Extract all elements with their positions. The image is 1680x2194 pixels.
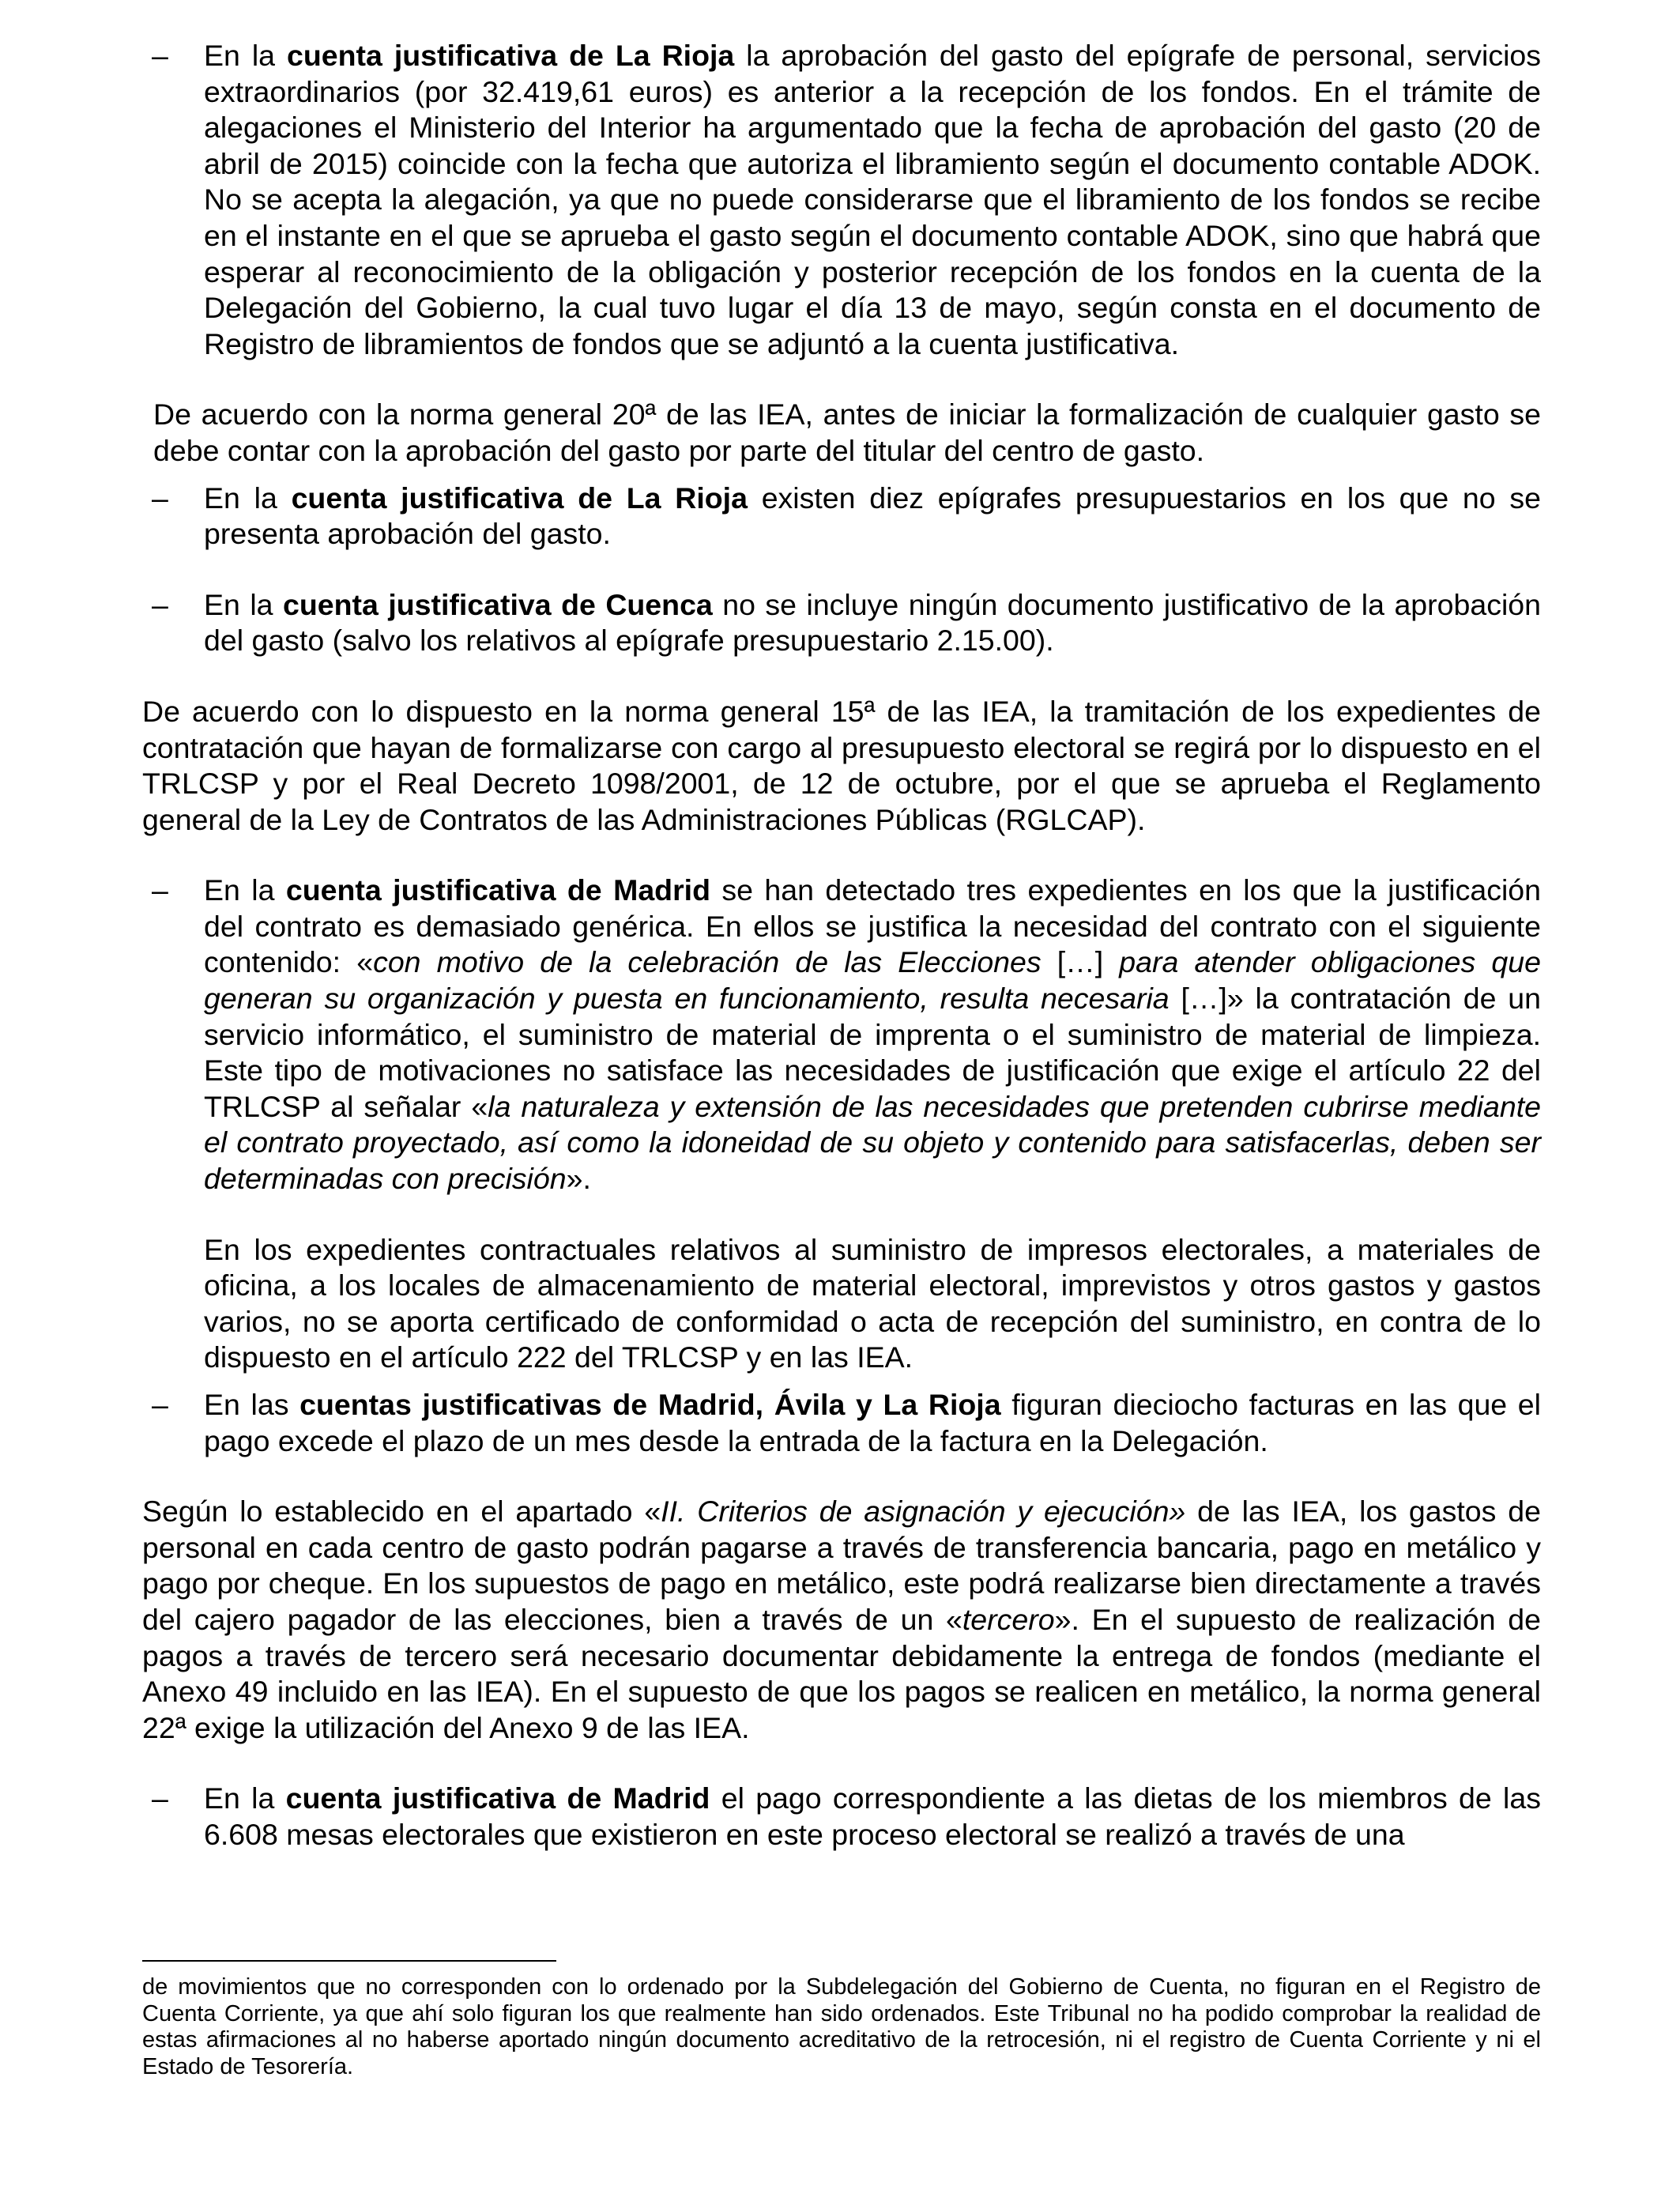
italic-quote: la naturaleza y extensión de las necesidades que pretenden cubrirse mediante el contrato proyectado, así como la idoneidad de su objeto y contenido para satisfacerlas, deben ser determinadas con precisión — [204, 1089, 1542, 1196]
bullet-bold-label: cuenta justificativa de Madrid — [285, 873, 710, 907]
bullet-text: el pago correspondiente a las dietas de los miembros de las 6.608 mesas electorales que existieron en este proceso electoral se realizó a través de una — [204, 1781, 1541, 1851]
bullet-text: existen diez epígrafes presupuestarios en los que no se presenta aprobación del gasto. — [204, 481, 1541, 551]
bullet-bold-label: cuenta justificativa de La Rioja — [291, 481, 748, 515]
bullet-text-pre: En las — [204, 1388, 300, 1421]
dash-bullet: – — [152, 587, 168, 621]
bullet-text: se han detectado tres expedientes en los que la justificación del contrato es demasiado genérica. En ellos se justifica la necesidad del contrato con el siguiente contenido: « — [204, 873, 1541, 979]
dash-bullet: – — [152, 873, 168, 907]
paragraph-text: de las IEA, los gastos de personal en cada centro de gasto podrán pagarse a través de transferencia bancaria, pago en metálico y pago por cheque. En los supuestos de pago en metálico, este podrá realizarse bien directamente a través del cajero pagador de las elecciones, bien a través de un « — [142, 1495, 1541, 1636]
bullet-bold-label: cuentas justificativas de Madrid, Ávila y La Rioja — [299, 1388, 1001, 1421]
bullet-text-pre: En la — [204, 1781, 286, 1815]
bullet-bold-label: cuenta justificativa de Madrid — [285, 1781, 710, 1815]
dash-bullet: – — [152, 1388, 168, 1421]
footnote-separator — [142, 1960, 556, 1962]
bullet-text-pre: En la — [204, 39, 287, 72]
italic-quote: para atender obligaciones que generan su organización y puesta en funcionamiento, resulta necesaria — [204, 945, 1541, 1016]
bullet-text: la aprobación del gasto del epígrafe de personal, servicios extraordinarios (por 32.419,61 euros) es anterior a la recepción de los fondos. En el trámite de alegaciones el Ministerio del Interior ha argumentado que la fecha de aprobación del gasto (20 de abril de 2015) coincide con la fecha que autoriza el libramiento según el documento contable ADOK. No se acepta la alegación, ya que no puede considerarse que el libramiento de los fondos se recibe en el instante en el que se aprueba el gasto según el documento contable ADOK, sino que habrá que esperar al reconocimiento de la obligación y posterior recepción de los fondos en la cuenta de la Delegación del Gobierno, la cual tuvo lugar el día 13 de mayo, según consta en el documento de Registro de libramientos de fondos que se adjuntó a la cuenta justificativa. — [204, 39, 1542, 360]
footnote-text: de movimientos que no corresponden con lo ordenado por la Subdelegación del Gobierno de Cuenta, no figuran en el Registro de Cuenta Corriente, ya que ahí solo figuran los que realmente han sido ordenados. Este Tribunal no ha podido comprobar la realidad de estas afirmaciones al no haberse aportado ningún documento acreditativo de la retrocesión, ni el registro de Cuenta Corriente y ni el Estado de Tesorería. — [142, 1974, 1541, 2079]
document-body — [142, 38, 1541, 1853]
bullet-la-rioja-aprobacion — [142, 38, 1541, 362]
paragraph-expedientes-contractuales: En los expedientes contractuales relativos al suministro de impresos electorales, a materiales de oficina, a los locales de almacenamiento de material electoral, imprevistos y otros gastos y gastos varios, no se aporta certificado de conformidad o acta de recepción del suministro, en contra de lo dispuesto en el artículo 222 del TRLCSP y en las IEA. — [204, 1232, 1541, 1374]
bullet-madrid-expedientes — [142, 873, 1541, 1197]
bullet-text-pre: En la — [204, 587, 283, 621]
bullet-text: ». — [566, 1162, 591, 1196]
italic-quote: tercero — [962, 1602, 1055, 1636]
italic-quote: con motivo de la celebración de las Elecciones — [373, 945, 1042, 979]
dash-bullet: – — [152, 481, 168, 515]
bullet-la-rioja-epigrafes — [142, 481, 1541, 552]
paragraph-text: ». En el supuesto de realización de pagos a través de tercero será necesario documentar debidamente la entrega de fondos (mediante el Anexo 49 incluido en las IEA). En el supuesto de que los pagos se realicen en metálico, la norma general 22ª exige la utilización del Anexo 9 de las IEA. — [142, 1602, 1541, 1744]
bullet-text-pre: En la — [204, 481, 292, 515]
bullet-bold-label: cuenta justificativa de Cuenca — [282, 587, 713, 621]
paragraph-text: Según lo establecido en el apartado « — [142, 1495, 661, 1529]
bullet-text: […] — [1041, 945, 1120, 979]
bullet-madrid-dietas — [142, 1781, 1541, 1853]
dash-bullet: – — [152, 39, 168, 72]
paragraph-norma-20: De acuerdo con la norma general 20ª de las IEA, antes de iniciar la formalización de cualquier gasto se debe contar con la aprobación del gasto por parte del titular del centro de gasto. — [153, 398, 1541, 467]
bullet-madrid-avila-rioja — [142, 1387, 1541, 1459]
bullet-text-pre: En la — [204, 873, 286, 907]
bullet-cuenca — [142, 587, 1541, 659]
bullet-text: no se incluye ningún documento justificativo de la aprobación del gasto (salvo los relativos al epígrafe presupuestario 2.15.00). — [204, 587, 1542, 658]
dash-bullet: – — [152, 1781, 168, 1815]
bullet-text: figuran dieciocho facturas en las que el pago excede el plazo de un mes desde la entrada de la factura en la Delegación. — [204, 1388, 1541, 1457]
paragraph-norma-15: De acuerdo con lo dispuesto en la norma general 15ª de las IEA, la tramitación de los expedientes de contratación que hayan de formalizarse con cargo al presupuesto electoral se regirá por lo dispuesto en el TRLCSP y por el Real Decreto 1098/2001, de 12 de octubre, por el que se aprueba el Reglamento general de la Ley de Contratos de las Administraciones Públicas (RGLCAP). — [142, 694, 1541, 836]
bullet-bold-label: cuenta justificativa de La Rioja — [287, 39, 735, 72]
bullet-text: […]» la contratación de un servicio informático, el suministro de material de imprenta o el suministro de material de limpieza. Este tipo de motivaciones no satisface las necesidades de justificación que exige el artículo 22 del TRLCSP al señalar « — [204, 982, 1541, 1123]
italic-quote: II. Criterios de asignación y ejecución» — [661, 1495, 1186, 1529]
paragraph-criterios-asignacion — [142, 1494, 1541, 1746]
